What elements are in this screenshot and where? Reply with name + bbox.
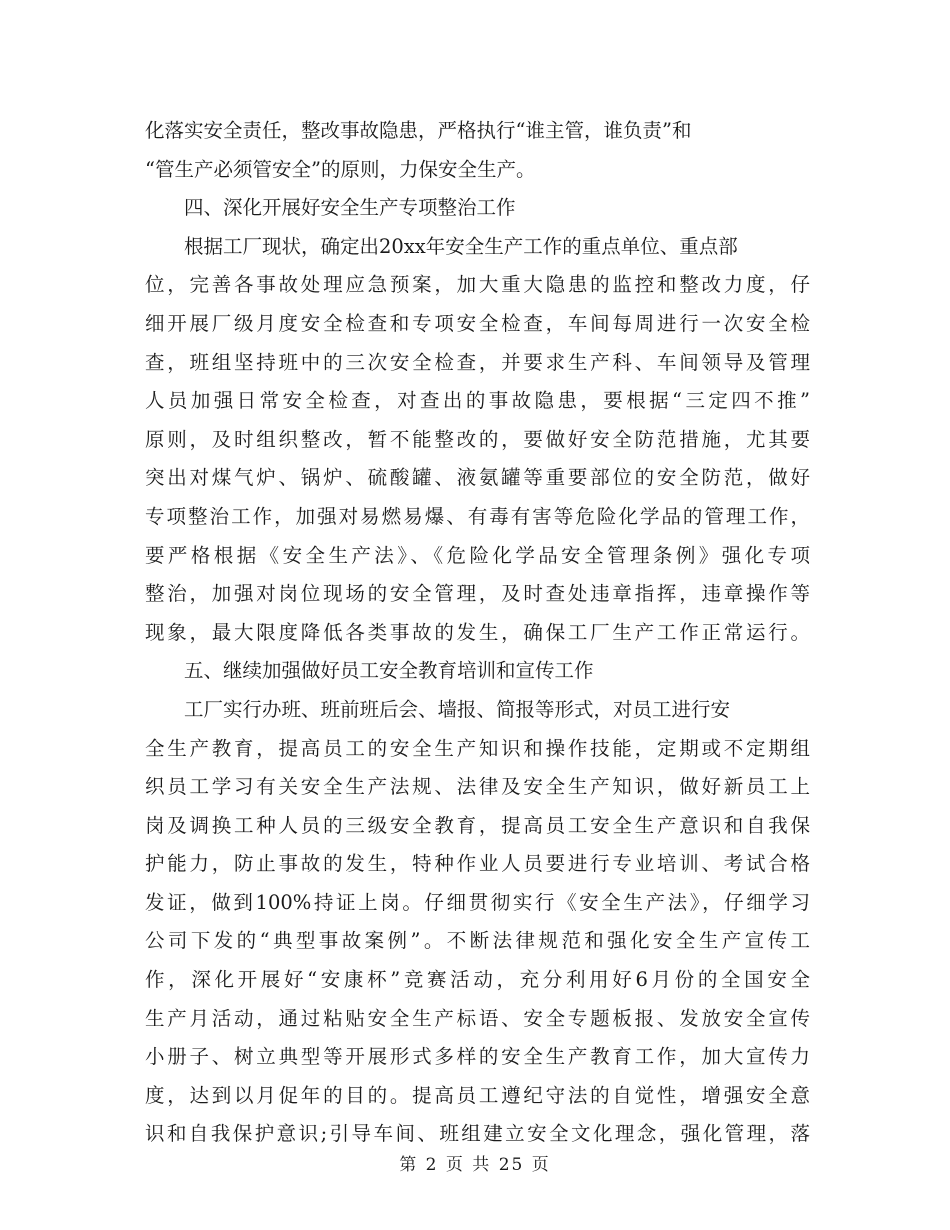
text-line: 发证，做到100%持证上岗。仔细贯彻实行《安全生产法》，仔细学习 xyxy=(145,890,810,914)
text-line: 查，班组坚持班中的三次安全检查，并要求生产科、车间领导及管理 xyxy=(145,350,810,374)
text-line: 作，深化开展好“安康杯”竞赛活动，充分利用好6月份的全国安全 xyxy=(145,968,810,992)
text-line: 位，完善各事故处理应急预案，加大重大隐患的监控和整改力度，仔 xyxy=(145,273,810,297)
text-line: 公司下发的“典型事故案例”。不断法律规范和强化安全生产宣传工 xyxy=(145,929,810,953)
text-line: 化落实安全责任，整改事故隐患，严格执行“谁主管，谁负责”和 xyxy=(145,119,692,142)
text-line: 现象，最大限度降低各类事故的发生，确保工厂生产工作正常运行。 xyxy=(145,620,810,644)
section-heading: 五、继续加强做好员工安全教育培训和宣传工作 xyxy=(184,659,594,683)
text-line: 全生产教育，提高员工的安全生产知识和操作技能，定期或不定期组 xyxy=(145,736,810,760)
text-line: 工厂实行办班、班前班后会、墙报、简报等形式，对员工进行安 xyxy=(184,697,731,721)
text-line: 专项整治工作，加强对易燃易爆、有毒有害等危险化学品的管理工作， xyxy=(145,504,810,528)
text-line: 根据工厂现状，确定出20xx年安全生产工作的重点单位、重点部 xyxy=(184,234,738,258)
text-line: 细开展厂级月度安全检查和专项安全检查，车间每周进行一次安全检 xyxy=(145,311,810,335)
text-line: 识和自我保护意识;引导车间、班组建立安全文化理念，强化管理，落 xyxy=(145,1122,810,1146)
text-line: 原则，及时组织整改，暂不能整改的，要做好安全防范措施，尤其要 xyxy=(145,427,810,451)
text-line: 岗及调换工种人员的三级安全教育，提高员工安全生产意识和自我保 xyxy=(145,813,810,837)
text-line: 护能力，防止事故的发生，特种作业人员要进行专业培训、考试合格 xyxy=(145,852,810,876)
text-line: 织员工学习有关安全生产法规、法律及安全生产知识，做好新员工上 xyxy=(145,775,810,799)
text-line: 突出对煤气炉、锅炉、硫酸罐、液氨罐等重要部位的安全防范，做好 xyxy=(145,466,810,490)
text-line: “管生产必须管安全”的原则，力保安全生产。 xyxy=(145,157,536,181)
text-line: 小册子、树立典型等开展形式多样的安全生产教育工作，加大宣传力 xyxy=(145,1045,810,1069)
page-number-footer: 第 2 页 共 25 页 xyxy=(399,1155,551,1175)
text-line: 要严格根据《安全生产法》、《危险化学品安全管理条例》强化专项 xyxy=(145,543,810,567)
document-body xyxy=(145,112,810,1154)
text-line: 生产月活动，通过粘贴安全生产标语、安全专题板报、发放安全宣传 xyxy=(145,1006,810,1030)
text-line: 整治，加强对岗位现场的安全管理，及时查处违章指挥，违章操作等 xyxy=(145,582,810,606)
text-line: 度，达到以月促年的目的。提高员工遵纪守法的自觉性，增强安全意 xyxy=(145,1083,810,1107)
text-line: 人员加强日常安全检查，对查出的事故隐患，要根据“三定四不推” xyxy=(145,389,810,413)
section-heading: 四、深化开展好安全生产专项整治工作 xyxy=(184,196,516,220)
